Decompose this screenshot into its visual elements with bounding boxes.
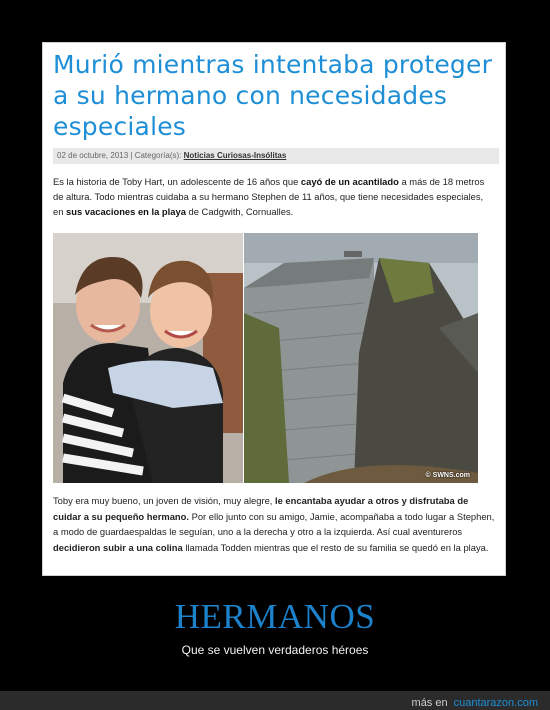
text-segment: de Cadgwith, Cornualles. — [185, 206, 294, 217]
footer-text — [412, 694, 544, 709]
article-title[interactable]: Murió mientras intentaba proteger a su hermano con necesidades especiales — [53, 50, 493, 141]
cliff-photo — [244, 233, 478, 483]
text-segment: Es la historia de Toby Hart, un adolescente de 16 años que — [53, 176, 301, 187]
article-paragraph-1 — [53, 174, 495, 219]
text-segment: llamada Todden mientras que el resto de su familia se quedó en la playa. — [182, 541, 489, 553]
text-segment: Por ello junto con su amigo, Jamie, acompañaba a todo lugar a Stephen, a modo de guardaespaldas le seguían, uno a la derecha y otro a la izquierda. Así cual aventureros — [53, 510, 495, 537]
article-meta — [53, 148, 499, 164]
text-segment: Toby era muy bueno, un joven de visión, muy alegre, — [53, 495, 275, 506]
category-link[interactable]: Noticias Curiosas-Insólitas — [183, 151, 287, 160]
article-frame — [42, 42, 506, 576]
meme-subtitle: Que se vuelven verdaderos héroes — [181, 643, 369, 657]
text-segment: a más de 18 metros de altura. Todo mientras cuidaba a su hermano Stephen de 11 años, que tiene necesidades especiales, en — [53, 176, 485, 217]
photo-credit: © SWNS.com — [425, 472, 470, 479]
site-link[interactable]: cuantarazon.com — [453, 697, 538, 709]
brothers-photo — [53, 233, 243, 483]
article-photo — [53, 233, 478, 483]
bold-text-segment: cayó de un acantilado — [300, 176, 399, 187]
footer-prefix: más en — [411, 697, 448, 709]
meme-headline: HERMANOS — [174, 597, 376, 636]
bold-text-segment: le encantaba ayudar a otros y disfrutaba de cuidar a su pequeño hermano. — [53, 495, 469, 522]
article-paragraph-2 — [53, 493, 495, 555]
footer-bar — [0, 691, 550, 710]
bold-text-segment: sus vacaciones en la playa — [66, 206, 186, 217]
article-date-category-prefix: 02 de octubre, 2013 | Categoría(s): — [57, 151, 184, 160]
bold-text-segment: decidieron subir a una colina — [53, 541, 183, 553]
